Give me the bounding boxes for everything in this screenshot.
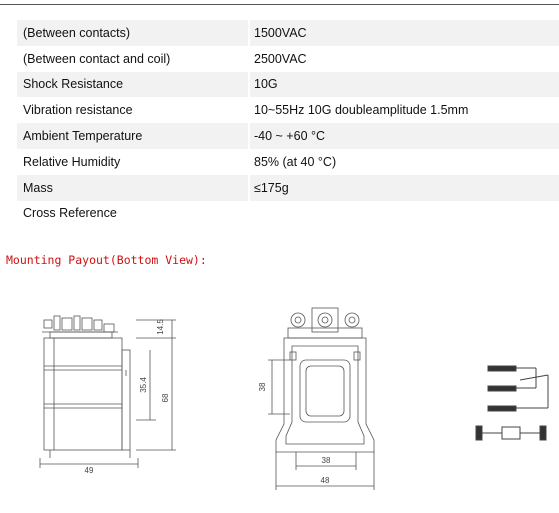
spec-row [17, 175, 559, 201]
spec-value: -40 ~ +60 °C [254, 129, 326, 144]
spec-label: (Between contacts) [23, 25, 130, 40]
spec-row [17, 201, 559, 227]
spec-value: 2500VAC [254, 51, 307, 66]
spec-value: 1500VAC [254, 25, 307, 40]
spec-row [17, 72, 559, 98]
spec-label: Cross Reference [23, 206, 117, 221]
spec-row [17, 123, 559, 149]
dim-side-mid: 35.4 [139, 377, 148, 393]
spec-row [17, 97, 559, 123]
spec-row [17, 149, 559, 175]
side-view-drawing [40, 316, 176, 468]
dim-side-height: 68 [161, 393, 170, 403]
spec-row [17, 20, 559, 46]
spec-value: 10~55Hz 10G doubleamplitude 1.5mm [254, 103, 469, 118]
mounting-layout-title: Mounting Payout(Bottom View): [6, 253, 207, 267]
spec-value: 10G [254, 77, 278, 92]
spec-label: Shock Resistance [23, 77, 124, 92]
dim-bottom-left: 38 [258, 382, 267, 392]
top-divider [0, 4, 559, 5]
spec-row [17, 46, 559, 72]
dim-side-width: 49 [84, 466, 94, 475]
spec-table [17, 20, 559, 226]
dim-bottom-inner: 38 [321, 456, 331, 465]
wiring-schematic [476, 366, 548, 440]
spec-value: ≤175g [254, 180, 289, 195]
spec-value: 85% (at 40 °C) [254, 154, 337, 169]
spec-label: (Between contact and coil) [23, 51, 171, 66]
spec-label: Ambient Temperature [23, 129, 143, 144]
spec-label: Relative Humidity [23, 154, 121, 169]
mounting-drawings [0, 280, 559, 513]
spec-label: Vibration resistance [23, 103, 133, 118]
dim-side-top: 14.5 [156, 319, 165, 335]
spec-label: Mass [23, 180, 53, 195]
dim-bottom-outer: 48 [320, 476, 330, 485]
